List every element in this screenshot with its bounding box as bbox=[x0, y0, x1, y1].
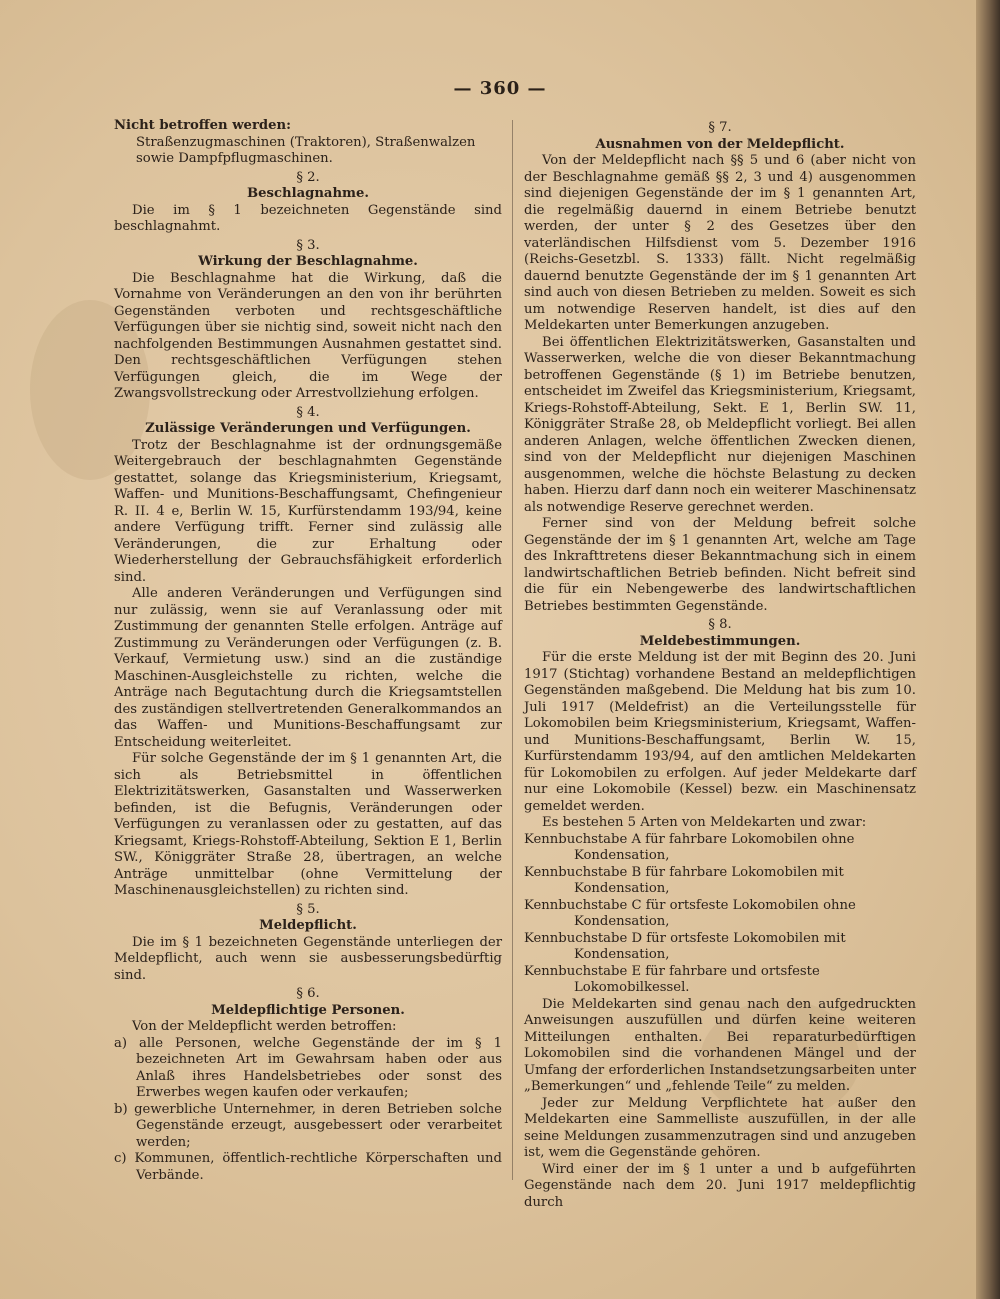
right-column bbox=[524, 118, 916, 1211]
page-number: — 360 — bbox=[453, 78, 547, 99]
paragraph: Von der Meldepflicht werden betroffen: bbox=[132, 1019, 397, 1034]
section-number: § 5. bbox=[296, 901, 320, 917]
paragraph: Die im § 1 bezeichneten Gegenstände unterliegen der Meldepflicht, auch wenn sie ausbesserungsbedürftig sind. bbox=[114, 934, 502, 983]
list-item: Kennbuchstabe B für fahrbare Lokomobilen mit Kondensation, bbox=[524, 864, 844, 896]
section-title: Wirkung der Beschlagnahme. bbox=[198, 254, 418, 269]
list-item: a) alle Personen, welche Gegenstände der im § 1 bezeichneten Art im Gewahrsam haben oder aus Anlaß ihres Handelsbetriebes oder sonst des Erwerbes wegen kaufen oder verkaufen; bbox=[114, 1035, 502, 1100]
paragraph: Jeder zur Meldung Verpflichtete hat außer den Meldekarten eine Sammelliste auszufüllen, in der alle seine Meldungen zusammenzutragen sind und anzugeben ist, wem die Gegenstände gehören. bbox=[524, 1095, 916, 1160]
section-title: Ausnahmen von der Meldepflicht. bbox=[595, 136, 845, 152]
intro-text: Straßenzugmaschinen (Traktoren), Straßenwalzen sowie Dampfpflugmaschinen. bbox=[136, 134, 476, 166]
section-title: Zulässige Veränderungen und Verfügungen. bbox=[145, 421, 471, 436]
list-item: c) Kommunen, öffentlich-rechtliche Körperschaften und Verbände. bbox=[114, 1151, 502, 1183]
paragraph: Die Meldekarten sind genau nach den aufgedruckten Anweisungen auszufüllen und dürfen keine weiteren Mitteilungen enthalten. Bei reparaturbedürftigen Lokomobilen sind die vorhandenen Mängel und der Umfang der erforderlichen Instandsetzungsarbeiten unter „Bemerkungen“ und „fehlende Teile“ zu melden. bbox=[524, 996, 916, 1094]
section-number: § 8. bbox=[708, 617, 732, 632]
paragraph: Für solche Gegenstände der im § 1 genannten Art, die sich als Betriebsmittel in öffentlichen Elektrizitätswerken, Gasanstalten und Wasserwerken befinden, ist die Befugnis, Veränderungen oder Verfügungen zu veranlassen oder zu gestatten, auf das Kriegsamt, Kriegs-Rohstoff-Abteilung, Sektion E 1, Berlin SW., Königgräter Straße 28, übertragen, an welche Anträge unmittelbar (ohne Vermittelung der Maschinenausgleichstellen) zu richten sind. bbox=[114, 751, 502, 898]
paragraph: Die Beschlagnahme hat die Wirkung, daß die Vornahme von Veränderungen an den von ihr berührten Gegenständen verboten und rechtsgeschäftliche Verfügungen über sie nichtig sind, soweit nicht nach den nachfolgenden Bestimmungen Ausnahmen gestattet sind. Den rechtsgeschäftlichen Verfügungen stehen Verfügungen gleich, die im Wege der Zwangsvollstreckung oder Arrestvollziehung erfolgen. bbox=[114, 270, 502, 401]
section-title: Meldebestimmungen. bbox=[639, 633, 801, 649]
section-number: § 7. bbox=[708, 120, 732, 135]
section-title: Beschlagnahme. bbox=[246, 186, 369, 201]
paragraph: Alle anderen Veränderungen und Verfügungen sind nur zulässig, wenn sie auf Veranlassung oder mit Zustimmung der genannten Stelle erfolgen. Anträge auf Zustimmung zu Veränderungen oder Verfügungen (z. B. Verkauf, Vermietung usw.) sind an die zuständige Maschinen-Ausgleichstelle zu richten, welche die Anträge nach Begutachtung durch die Kriegsamtstellen des zuständigen stellvertretenden Generalkommandos an das Waffen- und Munitions-Beschaffungsamt zur Entscheidung weiterleitet. bbox=[114, 586, 502, 750]
list-item: b) gewerbliche Unternehmer, in deren Betrieben solche Gegenstände erzeugt, ausgebessert oder verarbeitet werden; bbox=[114, 1101, 502, 1150]
list-item: Kennbuchstabe C für ortsfeste Lokomobilen ohne Kondensation, bbox=[524, 897, 856, 929]
paragraph: Es bestehen 5 Arten von Meldekarten und zwar: bbox=[542, 815, 867, 830]
section-number: § 3. bbox=[296, 237, 320, 253]
list-item: Kennbuchstabe D für ortsfeste Lokomobilen mit Kondensation, bbox=[524, 930, 846, 962]
section-title: Meldepflichtige Personen. bbox=[211, 1002, 405, 1018]
paragraph: Von der Meldepflicht nach §§ 5 und 6 (aber nicht von der Beschlagnahme gemäß §§ 2, 3 und 4) ausgenommen sind diejenigen Gegenstände der im § 1 genannten Art, die regelmäßig dauernd in einem Betriebe benutzt werden, der unter § 2 des Gesetzes über den vaterländischen Hilfsdienst vom 5. Dezember 1916 (Reichs-Gesetzbl. S. 1333) fällt. Nicht regelmäßig dauernd benutzte Gegenstände der im § 1 genannten Art sind auch von diesen Betrieben zu melden. Soweit es sich um notwendige Reserven handelt, ist dies auf den Meldekarten unter Bemerkungen anzugeben. bbox=[524, 153, 916, 333]
paragraph: Bei öffentlichen Elektrizitätswerken, Gasanstalten und Wasserwerken, welche die von dieser Bekanntmachung betroffenen Gegenstände (§ 1) im Betriebe benutzen, entscheidet im Zweifel das Kriegsministerium, Kriegsamt, Kriegs-Rohstoff-Abteilung, Sekt. E 1, Berlin SW. 11, Königgräter Straße 28, ob Meldepflicht vorliegt. Bei allen anderen Anlagen, welche öffentlichen Zwecken dienen, sind von der Meldepflicht nur diejenigen Maschinen ausgenommen, welche die höchste Belastung zu decken haben. Hierzu darf dann noch ein weiterer Maschinensatz als notwendige Reserve gerechnet werden. bbox=[524, 334, 916, 515]
paragraph: Die im § 1 bezeichneten Gegenstände sind beschlagnahmt. bbox=[114, 202, 502, 234]
list-item: Kennbuchstabe A für fahrbare Lokomobilen ohne Kondensation, bbox=[524, 831, 855, 863]
left-column bbox=[114, 118, 502, 1184]
paragraph: Wird einer der im § 1 unter a und b aufgeführten Gegenstände nach dem 20. Juni 1917 meldepflichtig durch bbox=[524, 1161, 916, 1210]
paragraph: Für die erste Meldung ist der mit Beginn des 20. Juni 1917 (Stichtag) vorhandene Bestand an meldepflichtigen Gegenständen maßgebend. Die Meldung hat bis zum 10. Juli 1917 (Meldefrist) an die Verteilungsstelle für Lokomobilen beim Kriegsministerium, Kriegsamt, Waffen- und Munitions-Beschaffungsamt, Berlin W. 15, Kurfürstendamm 193/94, auf den amtlichen Meldekarten für Lokomobilen zu erfolgen. Auf jeder Meldekarte darf nur eine Lokomobile (Kessel) bezw. ein Maschinensatz gemeldet werden. bbox=[524, 650, 916, 814]
section-number: § 4. bbox=[296, 404, 320, 420]
intro-lead: Nicht betroffen werden: bbox=[114, 118, 291, 133]
section-title: Meldepflicht. bbox=[259, 918, 357, 933]
section-number: § 6. bbox=[296, 986, 320, 1001]
column-divider bbox=[512, 120, 513, 1180]
paragraph: Trotz der Beschlagnahme ist der ordnungsgemäße Weitergebrauch der beschlagnahmten Gegenstände gestattet, solange das Kriegsministerium, Kriegsamt, Waffen- und Munitions-Beschaffungsamt, Chefingenieur R. II. 4 e, Berlin W. 15, Kurfürstendamm 193/94, keine andere Verfügung trifft. Ferner sind zulässig alle Veränderungen, die zur Erhaltung oder Wiederherstellung der Gebrauchsfähigkeit erforderlich sind. bbox=[114, 437, 502, 585]
section-number: § 2. bbox=[296, 169, 320, 185]
paragraph: Ferner sind von der Meldung befreit solche Gegenstände der im § 1 genannten Art, welche am Tage des Inkrafttretens dieser Bekanntmachung sich in einem landwirtschaftlichen Betrieb befinden. Nicht befreit sind die für ein Nebengewerbe des landwirtschaftlichen Betriebes bestimmten Gegenstände. bbox=[524, 516, 916, 614]
book-binding bbox=[976, 0, 1000, 1299]
list-item: Kennbuchstabe E für fahrbare und ortsfeste Lokomobilkessel. bbox=[524, 963, 820, 995]
